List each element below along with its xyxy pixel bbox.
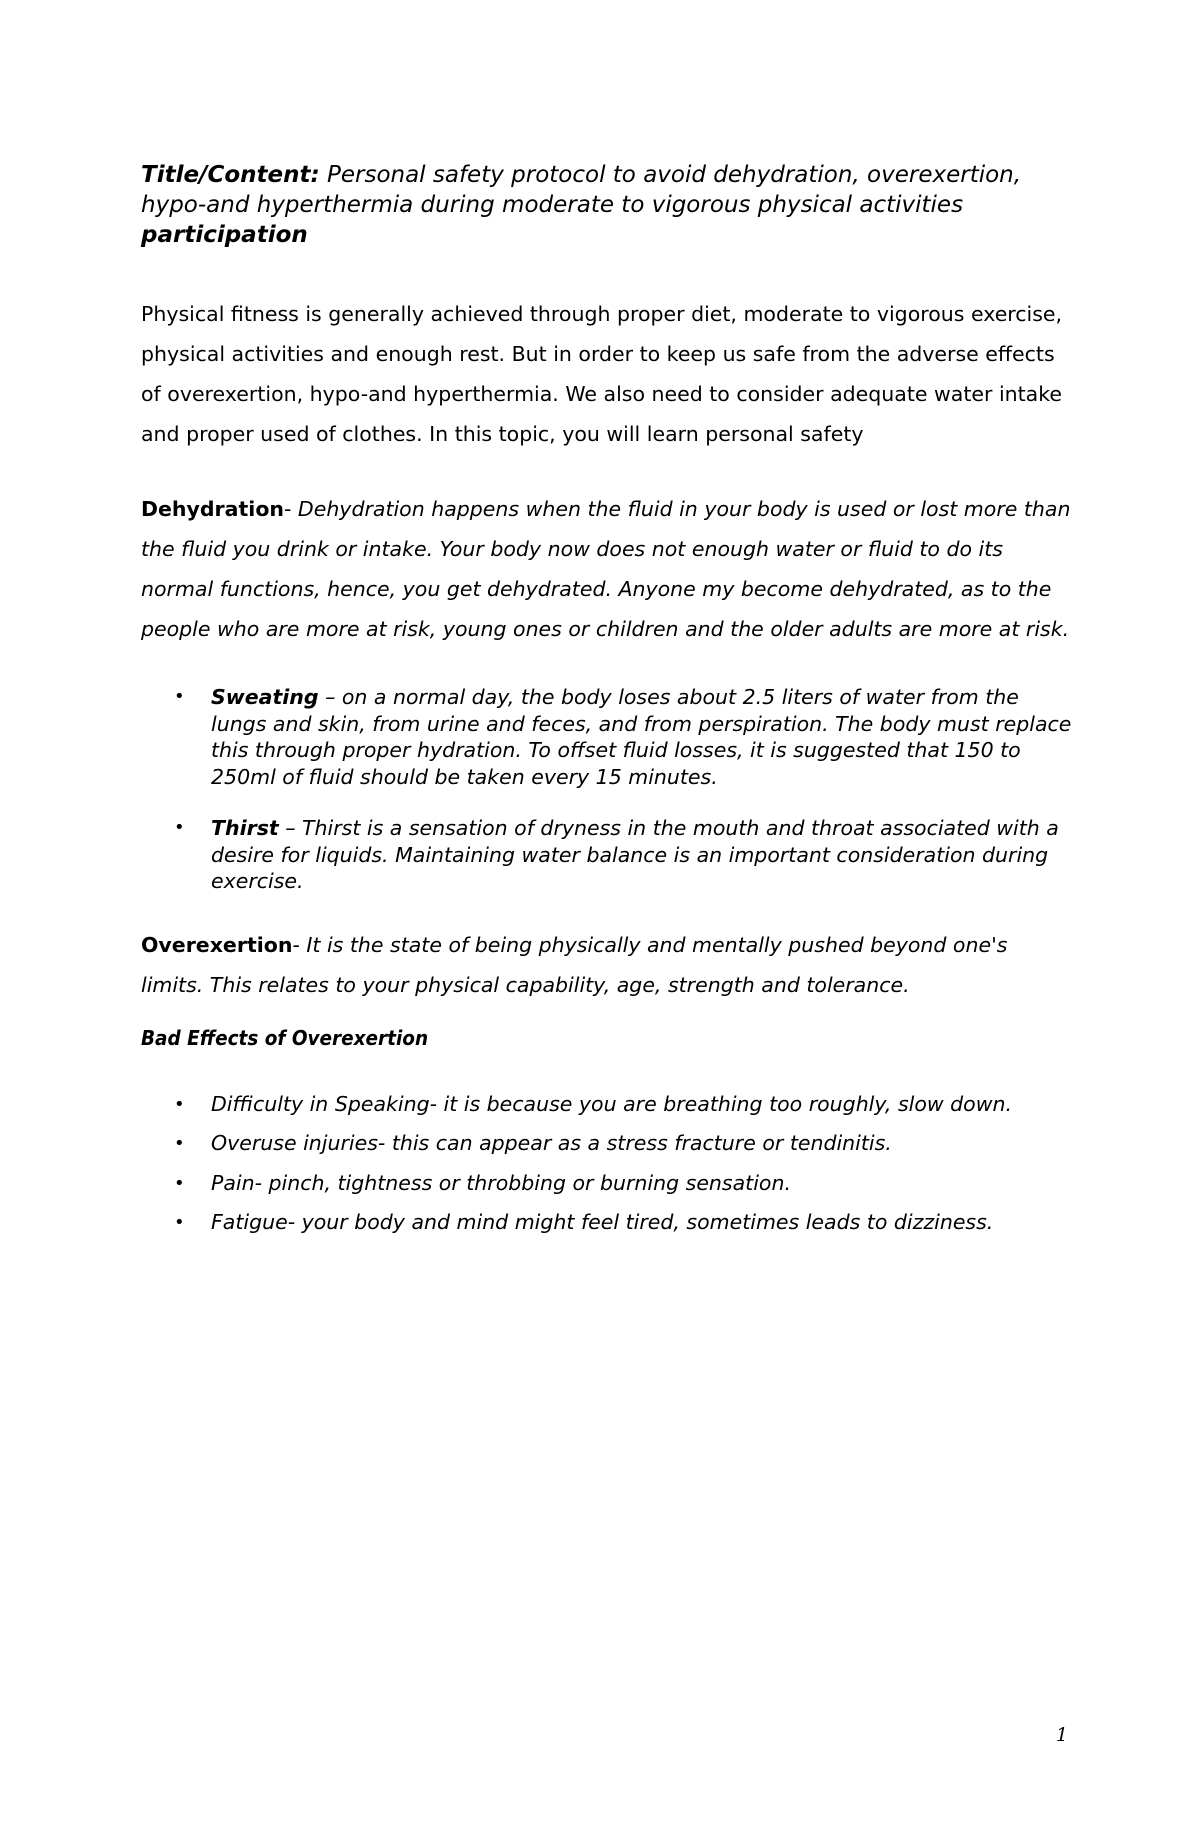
dehydration-paragraph: [141, 489, 1076, 649]
list-item-thirst: [211, 815, 1076, 895]
title-tail: participation: [141, 222, 308, 248]
intro-paragraph: Physical fitness is generally achieved through proper diet, moderate to vigorous exercise, physical activities and enough rest. But in order to keep us safe from the adverse effects of overexertion, hypo-and hyperthermia. We also need to consider adequate water intake and proper used of clothes. In this topic, you will learn personal safety: [141, 302, 1063, 446]
list-item-sweating: [211, 684, 1076, 790]
page-number: 1: [1055, 1724, 1068, 1746]
title-label: Title/Content:: [141, 162, 320, 188]
bullet-text-thirst: – Thirst is a sensation of dryness in the mouth and throat associated with a desire for liquids. Maintaining water balance is an important consideration during exercise.: [211, 816, 1059, 893]
overexertion-text: It is the state of being physically and mentally pushed beyond one's limits. This relates to your physical capability, age, strength and tolerance.: [141, 932, 1008, 997]
dehydration-list: [141, 684, 1076, 895]
dehydration-separator: -: [284, 497, 298, 521]
document-title: [141, 160, 1076, 250]
list-item-effect: • Fatigue- your body and mind might feel tired, sometimes leads to dizziness.: [211, 1203, 1076, 1243]
overexertion-term: Overexertion: [141, 932, 293, 957]
effects-list: [141, 1085, 1076, 1243]
overexertion-paragraph: [141, 925, 1076, 1005]
overexertion-separator: -: [292, 932, 307, 957]
title-text: Personal safety protocol to avoid dehydration, overexertion, hypo-and hyperthermia during moderate to vigorous physical activities: [141, 162, 1022, 218]
list-item-effect: • Overuse injuries- this can appear as a stress fracture or tendinitis.: [211, 1124, 1076, 1164]
dehydration-text: Dehydration happens when the fluid in your body is used or lost more than the fluid you drink or intake. Your body now does not enough water or fluid to do its normal functions, hence, you get dehydrated. Anyone my become dehydrated, as to the people who are more at risk, young ones or children and the older adults are more at risk.: [141, 497, 1071, 641]
dehydration-term: Dehydration: [141, 497, 284, 521]
effects-heading: Bad Effects of Overexertion: [141, 1025, 429, 1050]
bullet-term-sweating: Sweating: [211, 685, 319, 709]
list-item-effect: • Pain- pinch, tightness or throbbing or burning sensation.: [211, 1164, 1076, 1204]
bullet-term-thirst: Thirst: [211, 816, 279, 840]
bullet-text-sweating: – on a normal day, the body loses about 2.5 liters of water from the lungs and skin, from urine and feces, and from perspiration. The body must replace this through proper hydration. To offset fluid losses, it is suggested that 150 to 250ml of fluid should be taken every 15 minutes.: [211, 685, 1072, 789]
page-content: [141, 160, 1076, 1243]
list-item-effect: • Difficulty in Speaking- it is because you are breathing too roughly, slow down.: [211, 1085, 1076, 1125]
